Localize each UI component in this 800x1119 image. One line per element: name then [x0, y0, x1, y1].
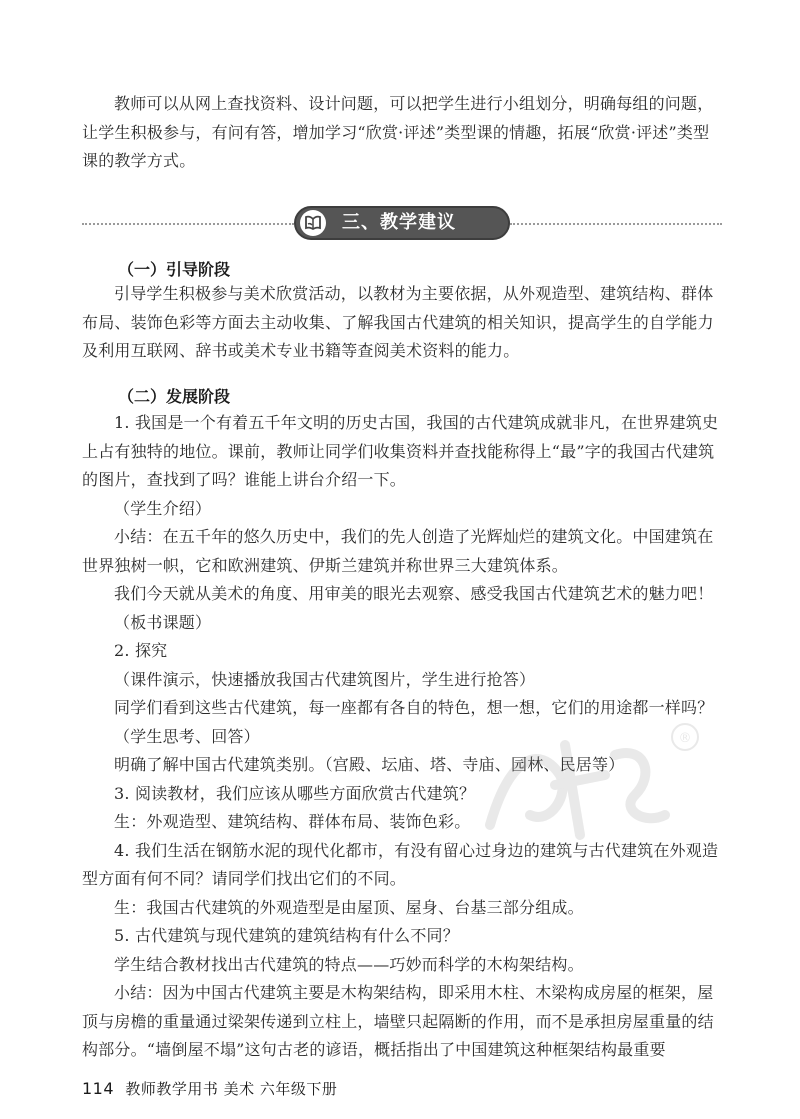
stage2-paragraph: 2. 探究 [114, 641, 168, 660]
stage2-paragraph: 小结：在五千年的悠久历史中，我们的先人创造了光辉灿烂的建筑文化。中国建筑在世界独树一帜，它和欧洲建筑、伊斯兰建筑并称世界三大建筑体系。 [82, 527, 714, 575]
stage1-section [82, 280, 722, 366]
stage1-text: 引导学生积极参与美术欣赏活动，以教材为主要依据，从外观造型、建筑结构、群体布局、装饰色彩等方面去主动收集、了解我国古代建筑的相关知识，提高学生的自学能力及利用互联网、辞书或美术专业书籍等查阅美术资料的能力。 [82, 284, 714, 360]
stage2-paragraph: （板书课题） [114, 612, 212, 632]
section-title-badge [294, 206, 510, 240]
stage2-paragraph: 5. 古代建筑与现代建筑的建筑结构有什么不同？ [114, 926, 459, 945]
stage1-heading: （一）引导阶段 [118, 260, 231, 279]
section-title: 三、教学建议 [342, 212, 456, 233]
stage2-paragraph: 我们今天就从美术的角度、用审美的眼光去观察、感受我国古代建筑艺术的魅力吧！ [114, 584, 714, 603]
stage2-heading: （二）发展阶段 [118, 387, 231, 406]
book-title: 教师教学用书 美术 六年级下册 [125, 1080, 338, 1098]
page-number: 114 [82, 1079, 115, 1098]
publisher-watermark [470, 715, 710, 855]
stage2-paragraph: 3. 阅读教材，我们应该从哪些方面欣赏古代建筑？ [114, 783, 476, 803]
stage2-paragraph: （学生思考、回答） [114, 726, 260, 746]
stage2-paragraph: 4. 我们生活在钢筋水泥的现代化都市，有没有留心过身边的建筑与古代建筑在外观造型方面有何不同？请同学们找出它们的不同。 [82, 840, 719, 888]
stage2-paragraph: 同学们看到这些古代建筑，每一座都有各自的特色，想一想，它们的用途都一样吗？ [114, 698, 714, 717]
book-icon [300, 210, 326, 236]
stage2-paragraph: 生：外观造型、建筑结构、群体布局、装饰色彩。 [114, 812, 471, 831]
stage2-paragraph: 小结：因为中国古代建筑主要是木构架结构，即采用木柱、木梁构成房屋的框架，屋顶与房檐的重量通过梁架传递到立柱上，墙壁只起隔断的作用，而不是承担房屋重量的结构部分。“墙倒屋不塌”这句古老的谚语，概括指出了中国建筑这种框架结构最重要 [82, 983, 714, 1059]
stage2-paragraph: 生：我国古代建筑的外观造型是由屋顶、屋身、台基三部分组成。 [114, 897, 584, 917]
section-divider [82, 206, 722, 242]
stage2-paragraph: 明确了解中国古代建筑类别。（宫殿、坛庙、塔、寺庙、园林、民居等） [114, 755, 625, 774]
dotted-rule-left [82, 223, 294, 225]
stage2-paragraph: （课件演示，快速播放我国古代建筑图片，学生进行抢答） [114, 669, 536, 689]
registered-mark: ® [678, 731, 692, 746]
page-footer [82, 1078, 337, 1099]
stage2-paragraph: （学生介绍） [114, 498, 212, 518]
stage2-paragraph: 1. 我国是一个有着五千年文明的历史古国，我国的古代建筑成就非凡，在世界建筑史上占有独特的地位。课前，教师让同学们收集资料并查找能称得上“最”字的我国古代建筑的图片，查找到了吗？谁能上讲台介绍一下。 [82, 413, 719, 489]
intro-text: 教师可以从网上查找资料、设计问题，可以把学生进行小组划分，明确每组的问题，让学生积极参与，有问有答，增加学习“欣赏·评述”类型课的情趣，拓展“欣赏·评述”类型课的教学方式。 [82, 94, 714, 170]
stage2-paragraph: 学生结合教材找出古代建筑的特点——巧妙而科学的木构架结构。 [114, 954, 584, 974]
intro-paragraph [82, 90, 722, 176]
dotted-rule-right [510, 223, 722, 225]
